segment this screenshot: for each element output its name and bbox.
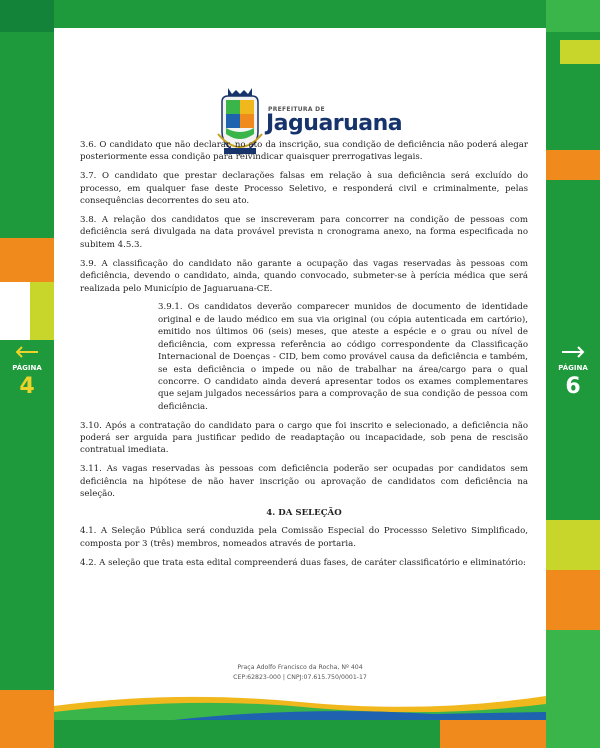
paragraph-4-2: 4.2. A seleção que trata esta edital compreenderá duas fases, de caráter classificatório e eliminatório:	[80, 557, 526, 568]
prev-page-number: 4	[19, 374, 35, 399]
bg-block-yellow-left	[30, 282, 54, 340]
paragraph-4-1: 4.1. A Seleção Pública será conduzida pela Comissão Especial do Processso Seletivo Simplificado, composta por 3 (três) membros, nomeados através de portaria.	[80, 526, 528, 549]
arrow-left-icon	[14, 346, 40, 358]
bg-block-yellow-right	[560, 40, 600, 64]
bg-stripe-top-left	[0, 0, 54, 32]
bg-block-orange-bottom-left	[0, 690, 54, 748]
bg-stripe-top-right	[546, 0, 600, 32]
bg-block-white-left	[0, 282, 30, 340]
paragraph-3-9-1: 3.9.1. Os candidatos deverão comparecer munidos de documento de identidade original e de laudo médico em sua via original (ou cópia autenticada em cartório), emitido nos últimos 06 (seis) meses, que ateste a espécie e o grau ou nível de deficiência, com expressa referência ao código correspondente da Classificação Internacional de Doenças - CID, bem como provável causa da deficiência e também, se esta deficiência o impede ou não de trabalhar na área/cargo para o qual concorre. O candidato ainda deverá apresentar todos os exames complementares que sejam julgados necessários para a comprovação de sua condição de pessoa com deficiência.	[158, 302, 528, 412]
paragraph-3-11: 3.11. As vagas reservadas às pessoas com deficiência poderão ser ocupadas por candidatos sem deficiência na hipótese de não haver inscrição ou aprovação de candidatos com deficiência na seleção.	[80, 464, 528, 500]
prev-page-label: PÁGINA	[12, 364, 42, 372]
footer-address: Praça Adolfo Francisco da Rocha, Nº 404	[237, 664, 363, 671]
paragraph-3-10: 3.10. Após a contratação do candidato para o cargo que foi inscrito e selecionado, a deficiência não poderá ser arguida para justificar pedido de readaptação ou incapacidade, sob pena de rescisão contratual imediata.	[80, 420, 528, 456]
bg-block-orange-bottom-right	[546, 570, 600, 630]
document-page	[54, 28, 546, 720]
bg-block-green-light-bottom-right	[546, 630, 600, 748]
brand-prefix: PREFEITURA DE	[268, 106, 325, 113]
footer-cep-cnpj: CEP:62823-000 | CNPJ:07.615.750/0001-17	[233, 674, 367, 681]
arrow-right-icon	[560, 346, 586, 358]
next-page-number: 6	[565, 374, 581, 399]
section-title: 4. DA SELEÇÃO	[266, 508, 342, 519]
paragraph-3-8: 3.8. A relação dos candidatos que se inscreveram para concorrer na condição de pessoas com deficiência será divulgada na data provável prevista n cronograma anexo, na forma especificada no subitem 4.5.3.	[80, 215, 528, 250]
paragraph-3-6: 3.6. O candidato que não declarar, no ato da inscrição, sua condição de deficiência não poderá alegar posteriormente essa condição para reivindicar quaisquer prerrogativas legais.	[80, 140, 528, 163]
bg-block-orange-left	[0, 238, 54, 282]
paragraph-3-7: 3.7. O candidato que prestar declarações falsas em relação à sua deficiência será excluído do processo, em qualquer fase deste Processo Seletivo, e responderá civil e criminalmente, pelas consequências decorrentes do seu ato.	[80, 171, 528, 207]
paragraph-3-9: 3.9. A classificação do candidato não garante a ocupação das vagas reservadas às pessoas com deficiência, devendo o candidato, ainda, quando convocado, submeter-se à perícia médica que será realizada pelo Município de Jaguaruana-CE.	[80, 258, 528, 294]
bg-block-orange-right	[546, 150, 600, 180]
footer-waves-decoration	[54, 684, 546, 720]
bg-block-orange-bottom	[440, 720, 546, 748]
brand-name: Jaguaruana	[266, 111, 403, 136]
next-page-label: PÁGINA	[558, 364, 588, 372]
document-body	[80, 139, 528, 576]
bg-block-yellow-bottom-right	[546, 520, 600, 570]
page-footer	[54, 640, 546, 720]
